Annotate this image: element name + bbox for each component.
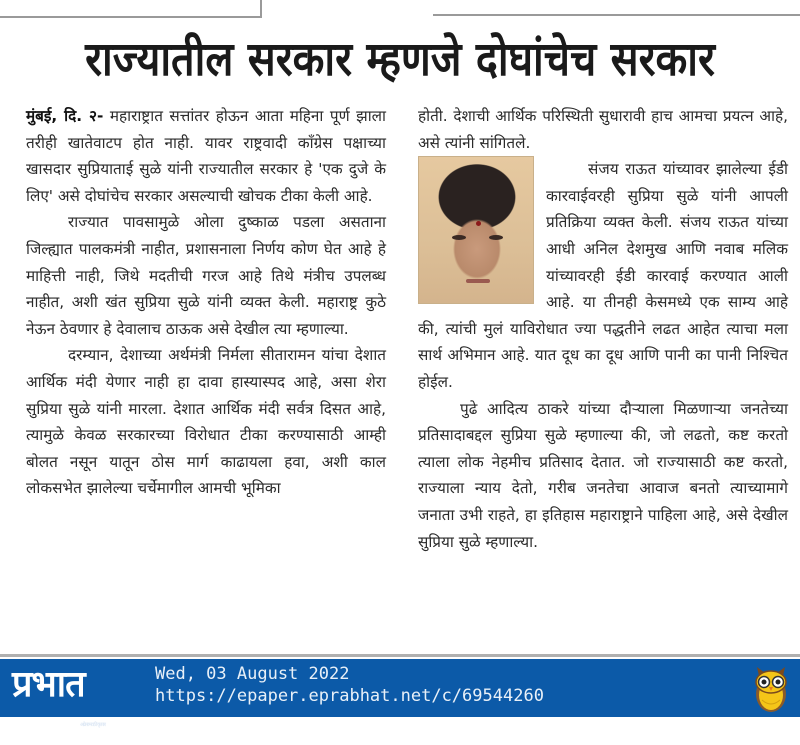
portrait-photo xyxy=(418,156,534,304)
article-headline: राज्यातील सरकार म्हणजे दोघांचेच सरकार xyxy=(85,32,715,87)
article-paragraph: राज्यात पावसामुळे ओला दुष्काळ पडला असताना जिल्ह्यात पालकमंत्री नाहीत, प्रशासनाला निर्णय कोण घेत आहे हे माहित्ती नाही, जिथे मदतीची गरज आहे तिथे मंत्रीच उपलब्ध नाहीत, अशी खंत सुप्रिया सुळे यांनी व्यक्त केली. महाराष्ट्र कुठे नेऊन ठेवणार हे देवालाच ठाऊक असे देखील त्या म्हणाल्या. xyxy=(26,213,386,338)
page-frame-left xyxy=(0,0,262,18)
logo-tagline: अग्रेसर मराठी वृत्तपत्र xyxy=(80,722,105,728)
page-frame-right xyxy=(433,14,800,16)
paragraph-text: महाराष्ट्रात सत्तांतर होऊन आता महिना पूर्ण झाला तरीही खातेवाटप होत नाही. यावर राष्ट्रवादी काँग्रेस पक्षाच्या खासदार सुप्रियाताई सुळे यांनी राज्यातील सरकार हे 'एक दुजे के लिए' असे दोघांचेच सरकार असल्याची खोचक टीका केली आहे. xyxy=(26,107,386,205)
article-right-column xyxy=(418,103,788,555)
photo-detail xyxy=(489,235,503,240)
article-paragraph xyxy=(418,103,788,156)
epaper-url-link[interactable]: https://epaper.eprabhat.net/c/69544260 xyxy=(155,686,544,706)
article-left-column xyxy=(26,103,386,502)
prabhat-logo[interactable] xyxy=(12,664,142,728)
photo-detail xyxy=(452,235,466,240)
photo-detail xyxy=(466,279,490,283)
dateline: मुंबई, दि. २- xyxy=(26,107,104,125)
continuation-text: होती. देशाची आर्थिक परिस्थिती सुधारावी हाच आमचा प्रयत्न आहे, असे त्यांनी सांगितले. xyxy=(418,107,788,152)
logo-text: प्रभात xyxy=(12,664,85,705)
article-paragraph: पुढे आदित्य ठाकरे यांच्या दौऱ्याला मिळणाऱ्या जनतेच्या प्रतिसादाबद्दल सुप्रिया सुळे म्हणाल्या की, जो लढतो, कष्ट करतो त्याला लोक नेहमीच प्रतिसाद देतात. जो राज्यासाठी कष्ट करतो, राज्याला न्याय देतो, गरीब जनतेचा आवाज बनतो त्याच्यामागे जनाता उभी राहते, हा इतिहास महाराष्ट्राने पाहिला आहे, असे देखील सुप्रिया सुळे म्हणाल्या. xyxy=(418,399,788,551)
publication-date: Wed, 03 August 2022 xyxy=(155,664,350,684)
article-paragraph: संजय राऊत यांच्यावर झालेल्या ईडी कारवाईवरही सुप्रिया सुळे यांनी आपली प्रतिक्रिया व्यक्त केली. संजय राऊत यांच्या आधी अनिल देशमुख आणि नवाब मलिक यांच्यावरही ईडी कारवाई करण्यात आली आहे. या तीनही केसमध्ये एक साम्य आहे की, त्यांची मुलं याविरोधात ज्या पद्धतीने लढत आहेत त्याचा मला सार्थ अभिमान आहे. यात दूध का दूध आणि पानी का पानी निश्चित होईल. xyxy=(418,160,788,391)
footer-divider xyxy=(0,654,800,657)
footer-bar xyxy=(0,659,800,728)
article-paragraph: दरम्यान, देशाच्या अर्थमंत्री निर्मला सीतारामन यांचा देशात आर्थिक मंदी येणार नाही हा दावा हास्यास्पद आहे, असा शेरा सुप्रिया सुळे यांनी मारला. देशात आर्थिक मंदी सर्वत्र दिसत आहे, त्यामुळे केवळ सरकारच्या विरोधात टीका करण्यासाठी आम्ही बोलत नसून यातून ठोस मार्ग काढायला हवा, अशी काल लोकसभेत झालेल्या चर्चेमागील आमची भूमिका xyxy=(26,346,386,498)
owl-icon[interactable] xyxy=(751,664,791,714)
article-paragraph xyxy=(26,103,386,209)
photo-detail xyxy=(476,221,481,226)
